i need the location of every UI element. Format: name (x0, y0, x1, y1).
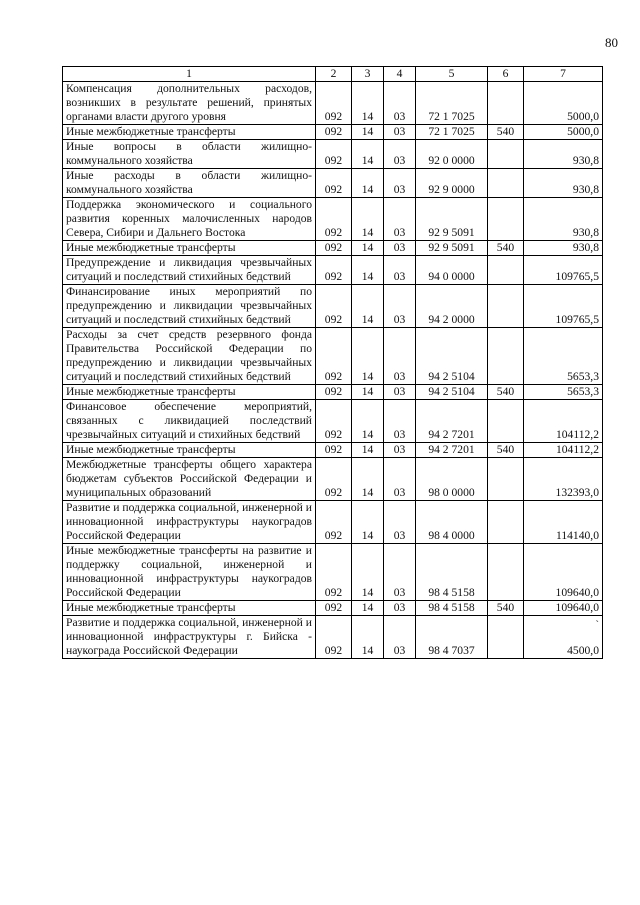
header-cell: 1 (63, 67, 316, 82)
table-row (63, 125, 603, 140)
table-row (63, 385, 603, 400)
row-section-cell: 14 (352, 241, 384, 256)
row-name-cell: Межбюджетные трансферты общего характера бюджетам субъектов Российской Федерации и муниципальных образований (63, 458, 316, 501)
row-amount-cell: 109765,5 (524, 285, 603, 328)
row-section-cell: 14 (352, 328, 384, 385)
row-target-article-cell: 94 2 7201 (416, 400, 488, 443)
row-expense-type-cell: 540 (488, 241, 524, 256)
row-name-cell: Поддержка экономического и социального развития коренных малочисленных народов Севера, Сибири и Дальнего Востока (63, 198, 316, 241)
header-cell: 7 (524, 67, 603, 82)
row-name-cell: Финансовое обеспечение мероприятий, связанных с ликвидацией последствий чрезвычайных ситуаций и стихийных бедствий (63, 400, 316, 443)
row-amount-cell (524, 616, 603, 659)
header-cell: 5 (416, 67, 488, 82)
row-expense-type-cell (488, 501, 524, 544)
page-number: 80 (605, 35, 618, 50)
row-name-cell: Развитие и поддержка социальной, инженерной и инновационной инфраструктуры наукоградов Российской Федерации (63, 501, 316, 544)
row-target-article-cell: 92 0 0000 (416, 140, 488, 169)
row-expense-type-cell (488, 285, 524, 328)
row-target-article-cell: 92 9 5091 (416, 198, 488, 241)
header-cell: 6 (488, 67, 524, 82)
row-subsection-cell: 03 (384, 328, 416, 385)
row-name-cell: Расходы за счет средств резервного фонда Правительства Российской Федерации по предупреждению и ликвидации чрезвычайных ситуаций и последствий стихийных бедствий (63, 328, 316, 385)
row-expense-type-cell: 540 (488, 125, 524, 140)
row-target-article-cell: 94 2 7201 (416, 443, 488, 458)
row-amount-cell: 930,8 (524, 198, 603, 241)
row-expense-type-cell (488, 616, 524, 659)
row-target-article-cell: 92 9 0000 (416, 169, 488, 198)
row-target-article-cell: 98 4 5158 (416, 601, 488, 616)
row-section-cell: 14 (352, 169, 384, 198)
row-name-cell: Иные межбюджетные трансферты (63, 443, 316, 458)
row-target-article-cell: 92 9 5091 (416, 241, 488, 256)
row-name-cell: Финансирование иных мероприятий по предупреждению и ликвидации чрезвычайных ситуаций и последствий стихийных бедствий (63, 285, 316, 328)
row-subsection-cell: 03 (384, 125, 416, 140)
row-target-article-cell: 98 4 7037 (416, 616, 488, 659)
row-ministry-code-cell: 092 (316, 544, 352, 601)
row-amount-cell: 109640,0 (524, 544, 603, 601)
row-name-cell: Развитие и поддержка социальной, инженерной и инновационной инфраструктуры г. Бийска - наукограда Российской Федерации (63, 616, 316, 659)
header-cell: 3 (352, 67, 384, 82)
row-target-article-cell: 72 1 7025 (416, 82, 488, 125)
row-subsection-cell: 03 (384, 140, 416, 169)
row-ministry-code-cell: 092 (316, 241, 352, 256)
row-expense-type-cell: 540 (488, 443, 524, 458)
row-subsection-cell: 03 (384, 256, 416, 285)
row-name-cell: Иные межбюджетные трансферты (63, 241, 316, 256)
row-ministry-code-cell: 092 (316, 458, 352, 501)
row-amount-cell: 104112,2 (524, 400, 603, 443)
row-name-cell: Иные межбюджетные трансферты на развитие и поддержку социальной, инженерной и инновационной инфраструктуры наукоградов Российской Федерации (63, 544, 316, 601)
row-subsection-cell: 03 (384, 616, 416, 659)
row-amount-cell: 5000,0 (524, 125, 603, 140)
row-target-article-cell: 98 4 5158 (416, 544, 488, 601)
table-row (63, 400, 603, 443)
row-ministry-code-cell: 092 (316, 198, 352, 241)
row-name-cell: Иные межбюджетные трансферты (63, 125, 316, 140)
row-expense-type-cell (488, 458, 524, 501)
header-cell: 2 (316, 67, 352, 82)
row-amount-cell: 109765,5 (524, 256, 603, 285)
table-row (63, 198, 603, 241)
row-amount-cell: 109640,0 (524, 601, 603, 616)
table-row (63, 601, 603, 616)
row-ministry-code-cell: 092 (316, 140, 352, 169)
row-expense-type-cell (488, 256, 524, 285)
row-subsection-cell: 03 (384, 458, 416, 501)
row-amount-cell: 930,8 (524, 140, 603, 169)
row-expense-type-cell: 540 (488, 385, 524, 400)
table-row (63, 140, 603, 169)
row-name-cell: Иные вопросы в области жилищно-коммунального хозяйства (63, 140, 316, 169)
row-section-cell: 14 (352, 616, 384, 659)
row-section-cell: 14 (352, 501, 384, 544)
row-ministry-code-cell: 092 (316, 616, 352, 659)
row-amount-cell: 114140,0 (524, 501, 603, 544)
row-amount-cell: 930,8 (524, 169, 603, 198)
row-target-article-cell: 98 0 0000 (416, 458, 488, 501)
row-ministry-code-cell: 092 (316, 601, 352, 616)
row-target-article-cell: 94 2 5104 (416, 385, 488, 400)
row-target-article-cell: 94 2 0000 (416, 285, 488, 328)
row-ministry-code-cell: 092 (316, 285, 352, 328)
row-section-cell: 14 (352, 140, 384, 169)
row-subsection-cell: 03 (384, 82, 416, 125)
row-ministry-code-cell: 092 (316, 169, 352, 198)
row-subsection-cell: 03 (384, 443, 416, 458)
table-row (63, 443, 603, 458)
row-section-cell: 14 (352, 82, 384, 125)
row-target-article-cell: 72 1 7025 (416, 125, 488, 140)
row-subsection-cell: 03 (384, 544, 416, 601)
row-section-cell: 14 (352, 125, 384, 140)
row-expense-type-cell (488, 328, 524, 385)
row-ministry-code-cell: 092 (316, 400, 352, 443)
row-section-cell: 14 (352, 198, 384, 241)
row-section-cell: 14 (352, 400, 384, 443)
row-subsection-cell: 03 (384, 241, 416, 256)
row-section-cell: 14 (352, 385, 384, 400)
row-ministry-code-cell: 092 (316, 328, 352, 385)
row-amount-cell: 5000,0 (524, 82, 603, 125)
table-row (63, 501, 603, 544)
row-name-cell: Компенсация дополнительных расходов, возникших в результате решений, принятых органами власти другого уровня (63, 82, 316, 125)
row-subsection-cell: 03 (384, 601, 416, 616)
row-amount-cell: 930,8 (524, 241, 603, 256)
row-subsection-cell: 03 (384, 385, 416, 400)
row-expense-type-cell (488, 544, 524, 601)
table-row (63, 169, 603, 198)
table-header-row (63, 67, 603, 82)
table-row (63, 328, 603, 385)
row-name-cell: Иные расходы в области жилищно-коммунального хозяйства (63, 169, 316, 198)
row-ministry-code-cell: 092 (316, 256, 352, 285)
row-expense-type-cell (488, 140, 524, 169)
row-name-cell: Иные межбюджетные трансферты (63, 601, 316, 616)
row-ministry-code-cell: 092 (316, 82, 352, 125)
row-ministry-code-cell: 092 (316, 125, 352, 140)
table-row (63, 458, 603, 501)
table-row (63, 241, 603, 256)
amount-value: 4500,0 (567, 644, 599, 657)
scan-mark: ` (595, 619, 599, 631)
table-row (63, 616, 603, 659)
row-name-cell: Предупреждение и ликвидация чрезвычайных ситуаций и последствий стихийных бедствий (63, 256, 316, 285)
row-amount-cell: 5653,3 (524, 385, 603, 400)
row-ministry-code-cell: 092 (316, 501, 352, 544)
row-amount-cell: 5653,3 (524, 328, 603, 385)
row-section-cell: 14 (352, 443, 384, 458)
table-row (63, 256, 603, 285)
row-section-cell: 14 (352, 256, 384, 285)
row-section-cell: 14 (352, 458, 384, 501)
row-expense-type-cell: 540 (488, 601, 524, 616)
row-target-article-cell: 94 0 0000 (416, 256, 488, 285)
row-subsection-cell: 03 (384, 400, 416, 443)
row-target-article-cell: 98 4 0000 (416, 501, 488, 544)
header-cell: 4 (384, 67, 416, 82)
table-row (63, 82, 603, 125)
row-expense-type-cell (488, 169, 524, 198)
row-name-cell: Иные межбюджетные трансферты (63, 385, 316, 400)
row-ministry-code-cell: 092 (316, 443, 352, 458)
row-subsection-cell: 03 (384, 501, 416, 544)
table-row (63, 285, 603, 328)
row-subsection-cell: 03 (384, 285, 416, 328)
row-subsection-cell: 03 (384, 198, 416, 241)
row-section-cell: 14 (352, 601, 384, 616)
row-amount-cell: 132393,0 (524, 458, 603, 501)
row-expense-type-cell (488, 82, 524, 125)
row-section-cell: 14 (352, 544, 384, 601)
row-expense-type-cell (488, 198, 524, 241)
row-ministry-code-cell: 092 (316, 385, 352, 400)
table-row (63, 544, 603, 601)
row-expense-type-cell (488, 400, 524, 443)
budget-table (62, 66, 603, 659)
row-section-cell: 14 (352, 285, 384, 328)
row-subsection-cell: 03 (384, 169, 416, 198)
row-target-article-cell: 94 2 5104 (416, 328, 488, 385)
row-amount-cell: 104112,2 (524, 443, 603, 458)
